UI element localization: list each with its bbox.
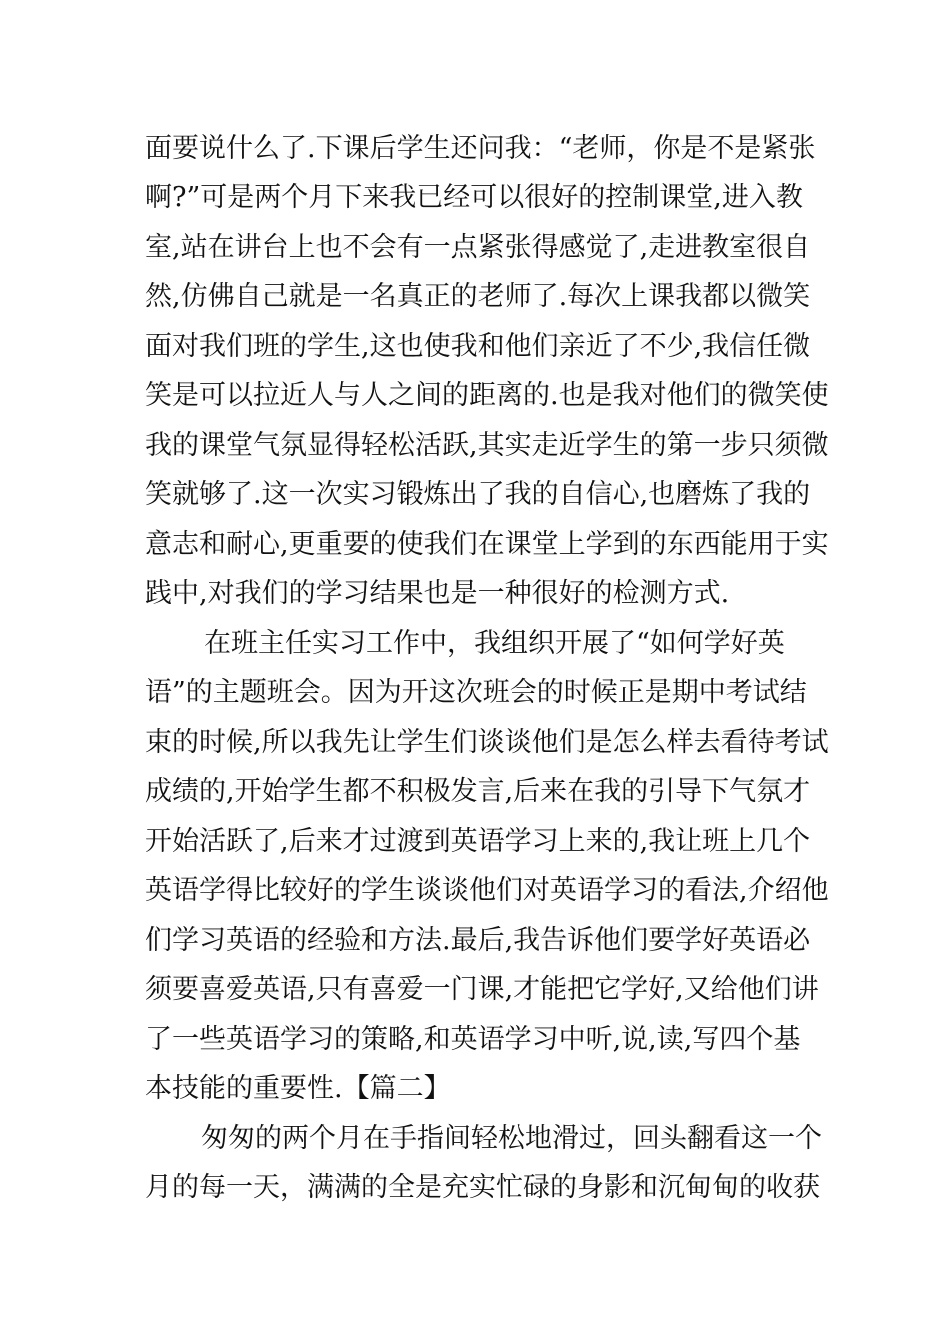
text-line: 本技能的重要性.【篇二】 <box>145 1073 451 1104</box>
text-line: 啊?”可是两个月下来我已经可以很好的控制课堂,进入教 <box>145 182 803 213</box>
text-line: 月的每一天，满满的全是充实忙碌的身影和沉甸甸的收获 <box>145 1172 820 1203</box>
text-line: 笑是可以拉近人与人之间的距离的.也是我对他们的微笑使 <box>145 380 829 411</box>
text-line: 室,站在讲台上也不会有一点紧张得感觉了,走进教室很自 <box>145 232 811 263</box>
text-line: 面要说什么了.下课后学生还问我：“老师，你是不是紧张 <box>145 133 816 164</box>
paragraph-start-line: 在班主任实习工作中，我组织开展了“如何学好英 <box>177 628 785 659</box>
text-line: 成绩的,开始学生都不积极发言,后来在我的引导下气氛才 <box>145 776 811 807</box>
text-line: 束的时候,所以我先让学生们谈谈他们是怎么样去看待考试 <box>145 727 829 758</box>
text-line: 面对我们班的学生,这也使我和他们亲近了不少,我信任微 <box>145 331 811 362</box>
text-line: 笑就够了.这一次实习锻炼出了我的自信心,也磨炼了我的 <box>145 479 811 510</box>
paragraph-start-line: 匆匆的两个月在手指间轻松地滑过，回头翻看这一个 <box>201 1123 822 1154</box>
text-line: 意志和耐心,更重要的使我们在课堂上学到的东西能用于实 <box>145 529 829 560</box>
text-line: 我的课堂气氛显得轻松活跃,其实走近学生的第一步只须微 <box>145 430 829 461</box>
text-line: 开始活跃了,后来才过渡到英语学习上来的,我让班上几个 <box>145 826 811 857</box>
text-line: 然,仿佛自己就是一名真正的老师了.每次上课我都以微笑 <box>145 281 811 312</box>
text-line: 英语学得比较好的学生谈谈他们对英语学习的看法,介绍他 <box>145 875 829 906</box>
text-line: 了一些英语学习的策略,和英语学习中听,说,读,写四个基 <box>145 1024 801 1055</box>
text-line: 须要喜爱英语,只有喜爱一门课,才能把它学好,又给他们讲 <box>145 974 819 1005</box>
text-line: 语”的主题班会。因为开这次班会的时候正是期中考试结 <box>145 677 807 708</box>
text-line: 践中,对我们的学习结果也是一种很好的检测方式. <box>145 578 730 609</box>
text-line: 们学习英语的经验和方法.最后,我告诉他们要学好英语必 <box>145 925 811 956</box>
